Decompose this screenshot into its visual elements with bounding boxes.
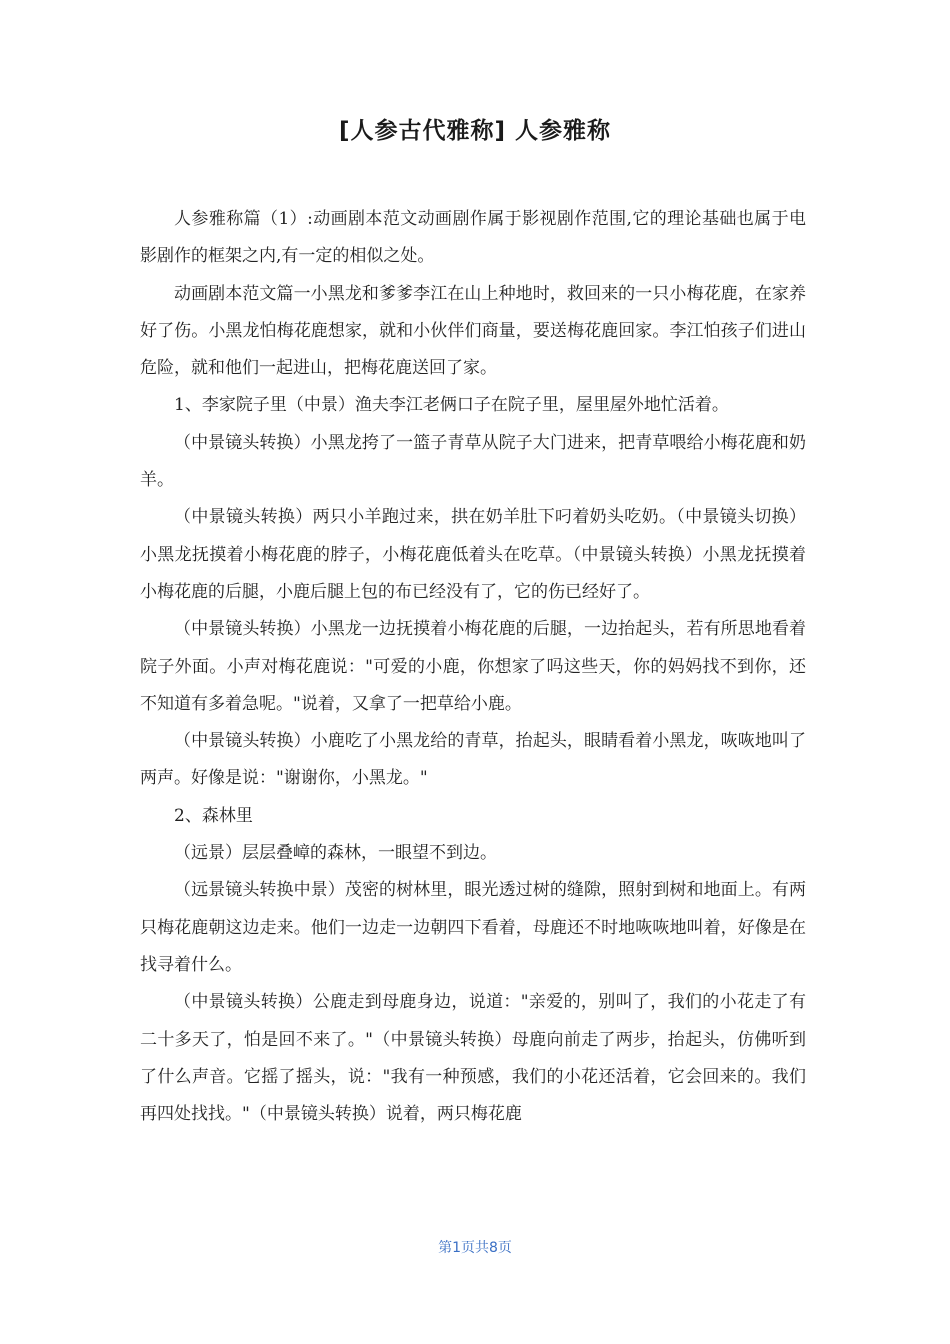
paragraph: （远景镜头转换中景）茂密的树林里，眼光透过树的缝隙，照射到树和地面上。有两只梅花鹿朝这边走来。他们一边走一边朝四下看着，母鹿还不时地咴咴地叫着，好像是在找寻着什么。 bbox=[140, 880, 806, 975]
paragraph: （中景镜头转换）公鹿走到母鹿身边，说道："亲爱的，别叫了，我们的小花走了有二十多天了，怕是回不来了。"（中景镜头转换）母鹿向前走了两步，抬起头，仿佛听到了什么声音。它摇了摇头，说："我有一种预感，我们的小花还活着，它会回来的。我们再四处找找。"（中景镜头转换）说着，两只梅花鹿 bbox=[140, 992, 806, 1125]
paragraph: （远景）层层叠嶂的森林，一眼望不到边。 bbox=[174, 843, 497, 864]
paragraph: （中景镜头转换）小黑龙一边抚摸着小梅花鹿的后腿，一边抬起头，若有所思地看着院子外面。小声对梅花鹿说："可爱的小鹿，你想家了吗这些天，你的妈妈找不到你，还不知道有多着急呢。"说着，又拿了一把草给小鹿。 bbox=[140, 619, 806, 714]
page-footer: 第1页共8页 bbox=[438, 1240, 512, 1256]
paragraph: （中景镜头转换）两只小羊跑过来，拱在奶羊肚下叼着奶头吃奶。（中景镜头切换）小黑龙抚摸着小梅花鹿的脖子，小梅花鹿低着头在吃草。（中景镜头转换）小黑龙抚摸着小梅花鹿的后腿，小鹿后腿上包的布已经没有了，它的伤已经好了。 bbox=[140, 507, 806, 602]
paragraph: 动画剧本范文篇一小黑龙和爹爹李江在山上种地时，救回来的一只小梅花鹿，在家养好了伤。小黑龙怕梅花鹿想家，就和小伙伴们商量，要送梅花鹿回家。李江怕孩子们进山危险，就和他们一起进山，把梅花鹿送回了家。 bbox=[140, 283, 806, 379]
paragraph: 2、森林里 bbox=[174, 805, 253, 826]
paragraph: （中景镜头转换）小鹿吃了小黑龙给的青草，抬起头，眼睛看着小黑龙，咴咴地叫了两声。好像是说："谢谢你，小黑龙。" bbox=[140, 731, 806, 789]
document-title: [人参古代雅称] 人参雅称 bbox=[338, 118, 612, 144]
paragraph: 1、李家院子里（中景）渔夫李江老俩口子在院子里，屋里屋外地忙活着。 bbox=[174, 395, 729, 416]
paragraph: 人参雅称篇（1）:动画剧本范文动画剧作属于影视剧作范围,它的理论基础也属于电影剧作的框架之内,有一定的相似之处。 bbox=[140, 209, 806, 267]
paragraph: （中景镜头转换）小黑龙挎了一篮子青草从院子大门进来，把青草喂给小梅花鹿和奶羊。 bbox=[140, 432, 806, 491]
document-body bbox=[140, 201, 806, 1133]
